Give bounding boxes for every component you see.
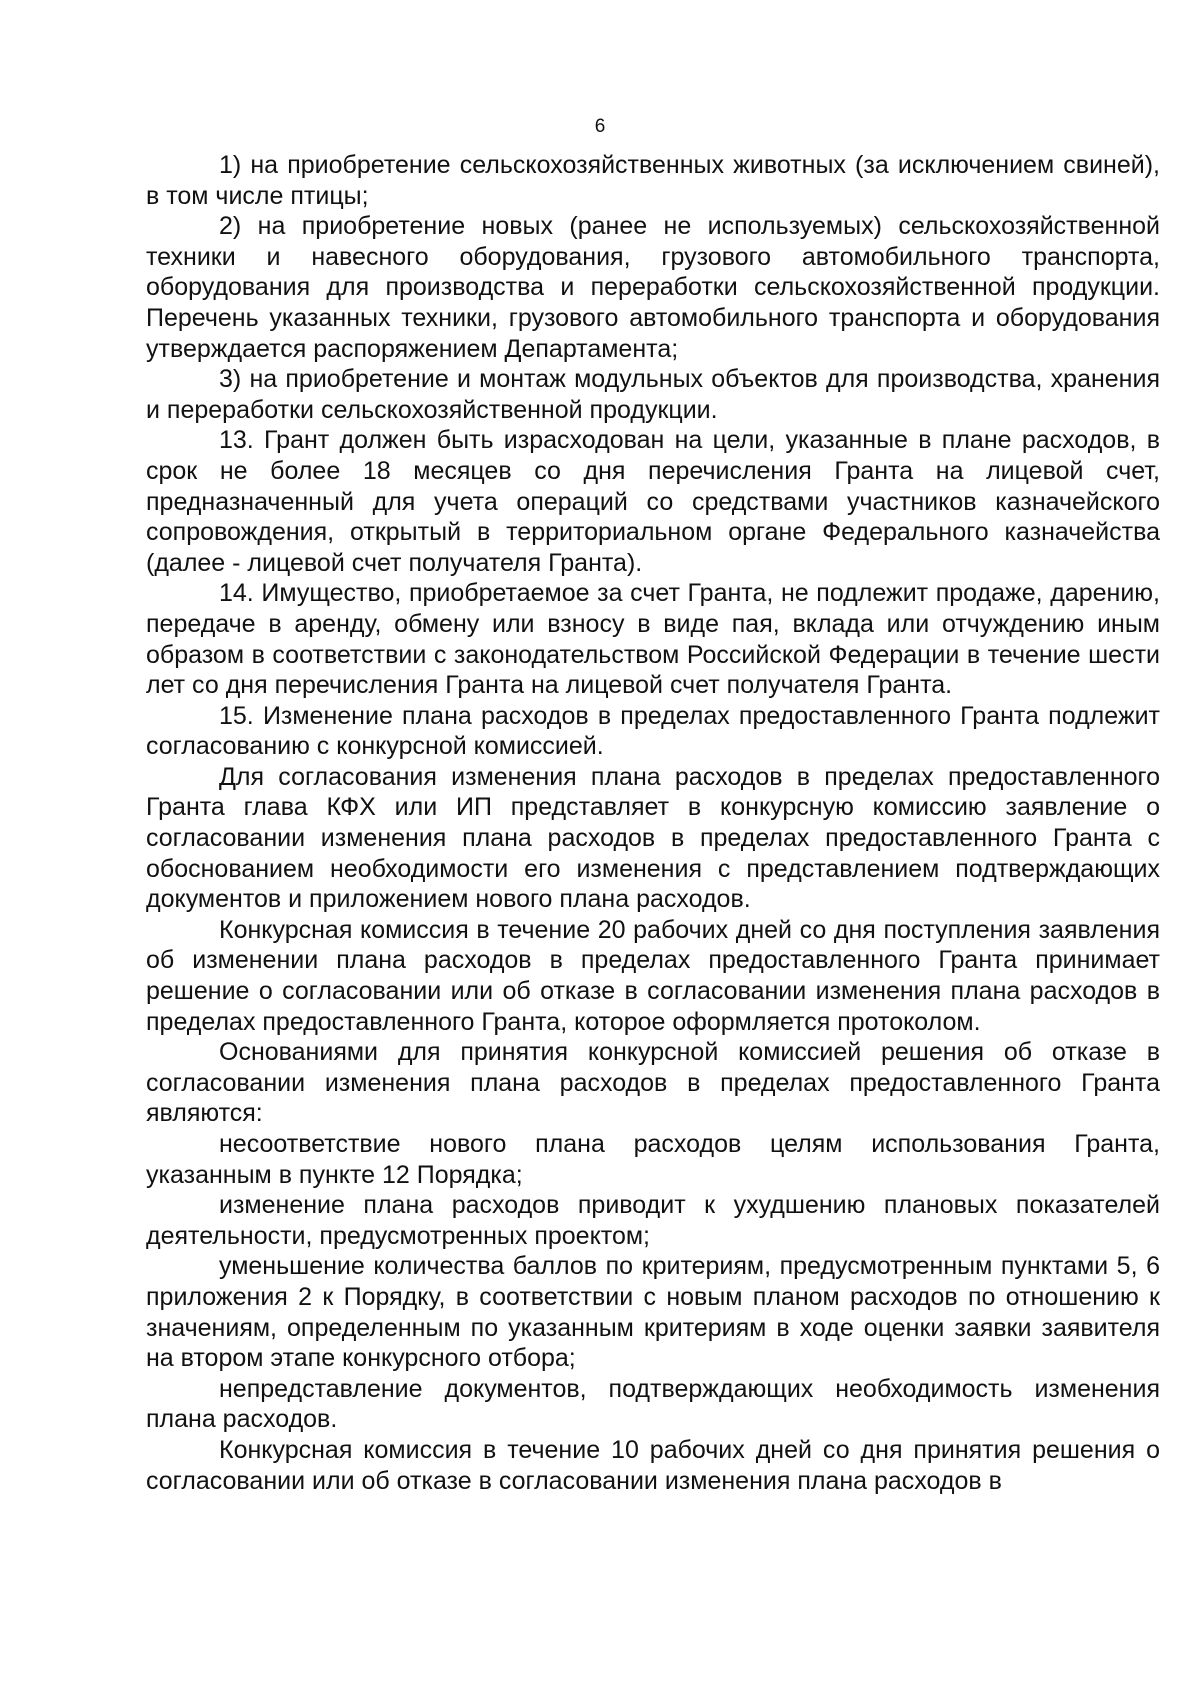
paragraph-ground-4: непредставление документов, подтверждающих необходимость изменения плана расходов. (146, 1374, 1160, 1434)
paragraph-ground-2: изменение плана расходов приводит к ухудшению плановых показателей деятельности, предусмотренных проектом; (146, 1191, 1160, 1250)
paragraph-commission-decision: Конкурсная комиссия в течение 20 рабочих дней со дня поступления заявления об изменении плана расходов в пределах предоставленного Гранта принимает решение о согласовании или об отказе в согласовании изменения плана расходов в пределах предоставленного Гранта, которое оформляется протоколом. (146, 915, 1160, 1036)
paragraph-item-2: 2) на приобретение новых (ранее не используемых) сельскохозяйственной техники и навесного оборудования, грузового автомобильного транспорта, оборудования для производства и переработки сельскохозяйственной продукции. Перечень указанных техники, грузового автомобильного транспорта и оборудования утверждается распоряжением Департамента; (146, 212, 1160, 363)
document-body (146, 150, 1160, 1496)
paragraph-clause-15: 15. Изменение плана расходов в пределах предоставленного Гранта подлежит согласованию с конкурсной комиссией. (146, 701, 1160, 761)
paragraph-ground-1: несоответствие нового плана расходов целям использования Гранта, указанным в пункте 12 Порядка; (146, 1130, 1160, 1189)
paragraph-clause-13: 13. Грант должен быть израсходован на цели, указанные в плане расходов, в срок не более 18 месяцев со дня перечисления Гранта на лицевой счет, предназначенный для учета операций со средствами участников казначейского сопровождения, открытый в территориальном органе Федерального казначейства (далее - лицевой счет получателя Гранта). (146, 426, 1160, 577)
page-number: 6 (594, 116, 606, 137)
paragraph-ground-3: уменьшение количества баллов по критериям, предусмотренным пунктами 5, 6 приложения 2 к Порядку, в соответствии с новым планом расходов по отношению к значениям, определенным по указанным критериям в ходе оценки заявки заявителя на втором этапе конкурсного отбора; (146, 1252, 1160, 1373)
paragraph-item-3: 3) на приобретение и монтаж модульных объектов для производства, хранения и переработки сельскохозяйственной продукции. (146, 365, 1160, 424)
paragraph-approval-procedure: Для согласования изменения плана расходов в пределах предоставленного Гранта глава КФХ или ИП представляет в конкурсную комиссию заявление о согласовании изменения плана расходов в пределах предоставленного Гранта с обоснованием необходимости его изменения с представлением подтверждающих документов и приложением нового плана расходов. (146, 762, 1160, 914)
paragraph-refusal-grounds: Основаниями для принятия конкурсной комиссией решения об отказе в согласовании изменения плана расходов в пределах предоставленного Гранта являются: (146, 1038, 1160, 1128)
paragraph-clause-14: 14. Имущество, приобретаемое за счет Гранта, не подлежит продаже, дарению, передаче в аренду, обмену или взносу в виде пая, вклада или отчуждению иным образом в соответствии с законодательством Российской Федерации в течение шести лет со дня перечисления Гранта на лицевой счет получателя Гранта. (146, 579, 1160, 700)
paragraph-item-1: 1) на приобретение сельскохозяйственных животных (за исключением свиней), в том числе птицы; (146, 151, 1160, 210)
paragraph-notification: Конкурсная комиссия в течение 10 рабочих дней со дня принятия решения о согласовании или об отказе в согласовании изменения плана расходов в (146, 1435, 1160, 1495)
